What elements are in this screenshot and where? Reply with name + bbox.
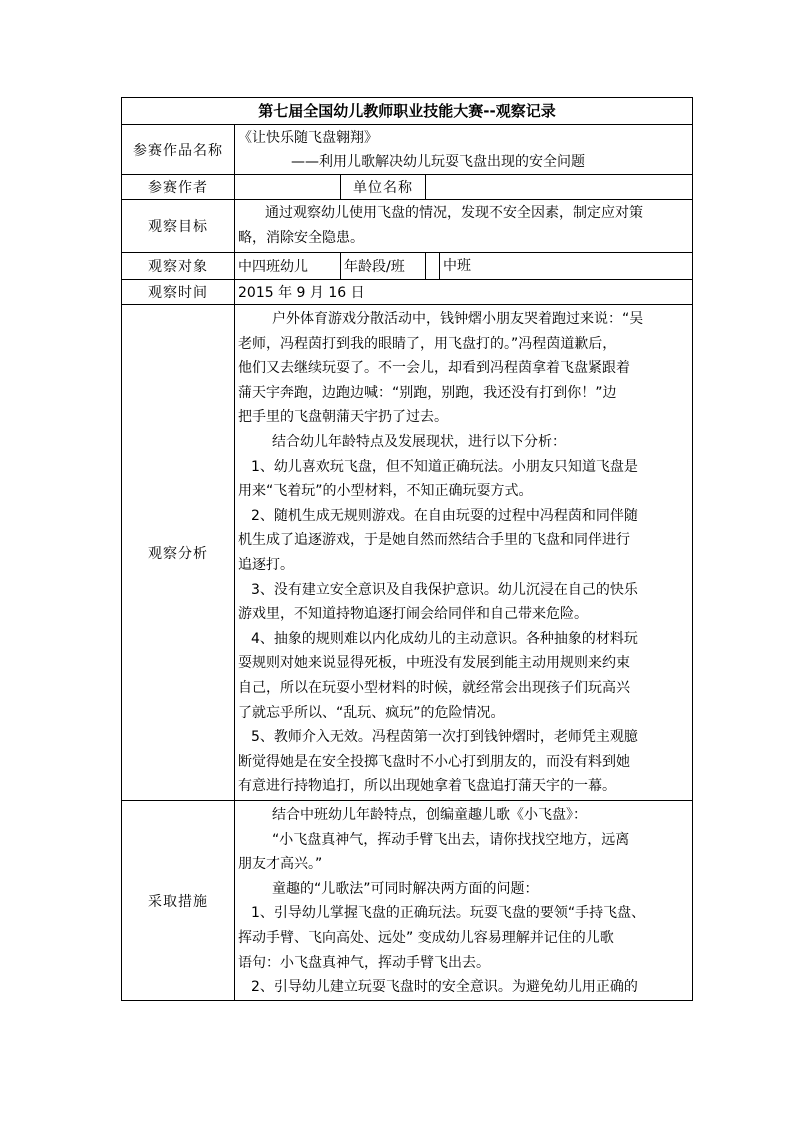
analysis-line: 有意进行持物追打，所以出现她拿着飞盘追打蒲天宇的一幕。 [238,778,616,795]
analysis-line: 断觉得她是在安全投掷飞盘时不小心打到朋友的，而没有料到她 [238,753,630,770]
time-value: 2015 年 9 月 16 日 [235,280,693,305]
analysis-line: 机生成了追逐游戏，于是她自然而然结合手里的飞盘和同伴进行 [238,532,630,549]
measures-label: 采取措施 [122,801,235,1001]
analysis-line: 1、幼儿喜欢玩飞盘，但不知道正确玩法。小朋友只知道飞盘是 [251,458,638,475]
unit-label: 单位名称 [341,175,426,200]
work-subtitle: ——利用儿歌解决幼儿玩耍飞盘出现的安全问题 [291,153,585,170]
analysis-line: 游戏里，不知道持物追逐打闹会给同伴和自己带来危险。 [238,606,588,623]
subject-label: 观察对象 [122,253,235,280]
analysis-line: 把手里的飞盘朝蒲天宇扔了过去。 [238,409,448,426]
measures-line: 语句：小飞盘真神气，挥动手臂飞出去。 [238,954,490,971]
analysis-line: 他们又去继续玩耍了。不一会儿，却看到冯程茵拿着飞盘紧跟着 [238,360,630,377]
time-label: 观察时间 [122,280,235,305]
analysis-line: 蒲天宇奔跑，边跑边喊：“别跑，别跑，我还没有打到你！”边 [238,384,617,401]
measures-line: 童趣的“儿歌法”可同时解决两方面的问题： [272,880,539,897]
analysis-line: 5、教师介入无效。冯程茵第一次打到钱钟熠时，老师凭主观臆 [251,729,638,746]
work-name-label: 参赛作品名称 [122,125,235,175]
goal-line: 略，消除安全隐患。 [238,230,364,246]
analysis-line: 自己，所以在玩耍小型材料的时候，就经常会出现孩子们玩高兴 [238,679,630,696]
age-group-value [426,253,693,280]
analysis-line: 2、随机生成无规则游戏。在自由玩耍的过程中冯程茵和同伴随 [251,507,638,524]
measures-line: 2、引导幼儿建立玩耍飞盘时的安全意识。为避免幼儿用正确的 [251,979,638,996]
analysis-line: 户外体育游戏分散活动中，钱钟熠小朋友哭着跑过来说：“吴 [272,311,644,327]
measures-line: “小飞盘真神气，挥动手臂飞出去，请你找找空地方，远离 [272,831,630,848]
measures-cell [235,801,693,1001]
goal-label: 观察目标 [122,200,235,253]
measures-line: 朋友才高兴。” [238,856,323,873]
age-group-text: 中班 [443,258,471,274]
age-group-label: 年龄段/班 [341,253,426,280]
measures-line: 1、引导幼儿掌握飞盘的正确玩法。玩耍飞盘的要领“手持飞盘、 [251,905,646,922]
goal-cell [235,200,693,253]
analysis-line: 耍规则对她来说显得死板，中班没有发展到能主动用规则来约束 [238,655,630,672]
analysis-cell [235,305,693,801]
analysis-line: 4、抽象的规则难以内化成幼儿的主动意识。各种抽象的材料玩 [251,630,638,647]
analysis-label: 观察分析 [122,305,235,801]
author-value [235,175,341,200]
work-name: 《让快乐随飞盘翱翔》 [238,129,378,146]
analysis-line: 了就忘乎所以、“乱玩、疯玩”的危险情况。 [238,704,505,721]
author-label: 参赛作者 [122,175,235,200]
analysis-line: 追逐打。 [238,556,294,573]
analysis-line: 用来“飞着玩”的小型材料，不知正确玩耍方式。 [238,483,533,500]
subject-value: 中四班幼儿 [235,253,341,280]
analysis-line: 老师，冯程茵打到我的眼睛了，用飞盘打的。”冯程茵道歉后， [238,335,617,352]
observation-record-table [121,97,693,1001]
measures-line: 结合中班幼儿年龄特点，创编童趣儿歌《小飞盘》： [272,807,587,823]
unit-value [426,175,693,200]
page-title: 第七届全国幼儿教师职业技能大赛--观察记录 [122,98,693,125]
analysis-line: 结合幼儿年龄特点及发展现状，进行以下分析： [272,433,566,450]
work-name-cell [235,125,693,175]
goal-line: 通过观察幼儿使用飞盘的情况，发现不安全因素，制定应对策 [265,205,643,222]
measures-line: 挥动手臂、飞向高处、远处” 变成幼儿容易理解并记住的儿歌 [238,929,614,946]
analysis-line: 3、没有建立安全意识及自我保护意识。幼儿沉浸在自己的快乐 [251,581,638,598]
